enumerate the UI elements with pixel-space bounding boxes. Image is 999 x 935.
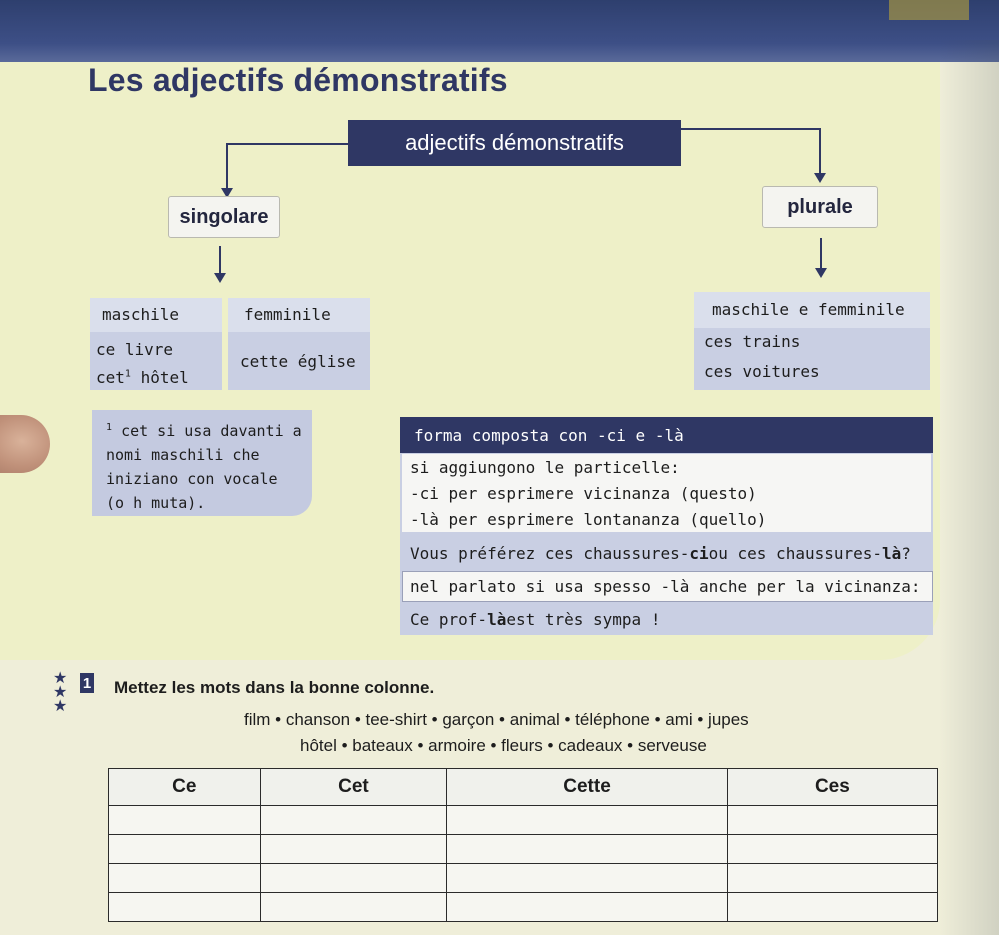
compound-header [400,417,933,453]
difficulty-stars-icon: ★ ★ ★ [53,670,68,715]
answer-cell[interactable] [109,893,261,922]
masc-example-2 [96,368,189,387]
page-top-band [0,0,999,62]
page-edge-shadow [939,40,999,935]
compound-header-label: forma composta con -ci e -là [414,425,684,445]
answer-cell[interactable] [727,806,937,835]
singular-panel-header [90,298,370,332]
answer-table-header [109,769,938,806]
exercise-instruction: Mettez les mots dans la bonne colonne. [114,678,435,697]
plural-example-2: ces voitures [704,362,820,381]
example-1-part-a: Vous préférez ces chaussures- [410,544,690,563]
col-femminile-label: femminile [244,305,331,324]
footnote-line-2: nomi maschili che [106,446,260,464]
panel-divider [222,298,228,390]
plural-panel-header [694,292,930,328]
exercise-words-line-2: hôtel • bateaux • armoire • fleurs • cadeaux • serveuse [300,736,707,755]
answer-cell[interactable] [447,806,727,835]
connector-left-vertical [226,143,228,191]
singular-label: singolare [179,205,269,228]
masc-example-1: ce livre [96,340,174,359]
footnote-text-1: cet si usa davanti a [121,422,302,440]
compound-line-1: si aggiungono le particelle: [410,458,680,477]
example-2-part-b: là [487,610,507,629]
arrow-down-icon [815,268,827,278]
column-header-ce: Ce [109,769,261,806]
masc-example-2-word: cet [96,368,125,387]
table-row [109,864,938,893]
diagram-root-box [348,120,681,166]
answer-cell[interactable] [727,893,937,922]
column-header-cet: Cet [260,769,447,806]
col-mf-label: maschile e femminile [712,300,905,319]
example-1-part-e: ? [901,544,911,563]
answer-cell[interactable] [727,864,937,893]
answer-cell[interactable] [109,835,261,864]
connector-right-vertical [819,128,821,175]
table-row [109,806,938,835]
answer-cell[interactable] [109,864,261,893]
connector-right-horizontal [680,128,820,130]
plural-example-1: ces trains [704,332,801,351]
answer-table [108,768,938,922]
compound-example-1 [404,539,935,568]
answer-cell[interactable] [260,835,447,864]
example-1-part-c: ou ces chaussures- [708,544,883,563]
diagram-root-label: adjectifs démonstratifs [405,130,624,155]
answer-cell[interactable] [447,835,727,864]
answer-cell[interactable] [260,864,447,893]
table-row [109,835,938,864]
compound-example-2 [404,605,935,634]
masc-example-2-rest: hôtel [130,368,189,387]
compound-line-3: -là per esprimere lontananza (quello) [410,510,767,529]
connector-singular-down [219,246,221,276]
example-2-part-c: est très sympa ! [506,610,661,629]
column-header-cette: Cette [447,769,727,806]
example-1-part-d: là [882,544,902,563]
compound-line-2: -ci per esprimere vicinanza (questo) [410,484,757,503]
arrow-down-icon [814,173,826,183]
answer-cell[interactable] [447,893,727,922]
answer-cell[interactable] [109,806,261,835]
column-header-ces: Ces [727,769,937,806]
top-accent [889,0,969,20]
answer-cell[interactable] [260,806,447,835]
table-row [109,893,938,922]
connector-left-horizontal [226,143,350,145]
exercise-number: 1 [80,673,94,693]
footnote-box [92,410,312,516]
answer-cell[interactable] [260,893,447,922]
exercise-words-line-1: film • chanson • tee-shirt • garçon • animal • téléphone • ami • jupes [244,710,749,729]
footnote-line-3: iniziano con vocale [106,470,278,488]
footnote-line-4: (o h muta). [106,494,206,512]
page-title: Les adjectifs démonstratifs [88,62,508,98]
answer-cell[interactable] [447,864,727,893]
col-maschile-label: maschile [102,305,180,324]
example-2-part-a: Ce prof- [410,610,488,629]
plural-label: plurale [787,195,853,218]
footnote-line-1 [106,416,312,443]
footnote-mark: 1 [106,422,113,433]
singular-box [168,196,280,238]
answer-cell[interactable] [727,835,937,864]
fem-example: cette église [240,352,356,371]
connector-plural-down [820,238,822,272]
compound-line-5: nel parlato si usa spesso -là anche per la vicinanza: [410,577,921,596]
plural-box [762,186,878,228]
example-1-part-b: ci [689,544,709,563]
footnote-marker: 1 [124,368,131,380]
arrow-down-icon [214,273,226,283]
